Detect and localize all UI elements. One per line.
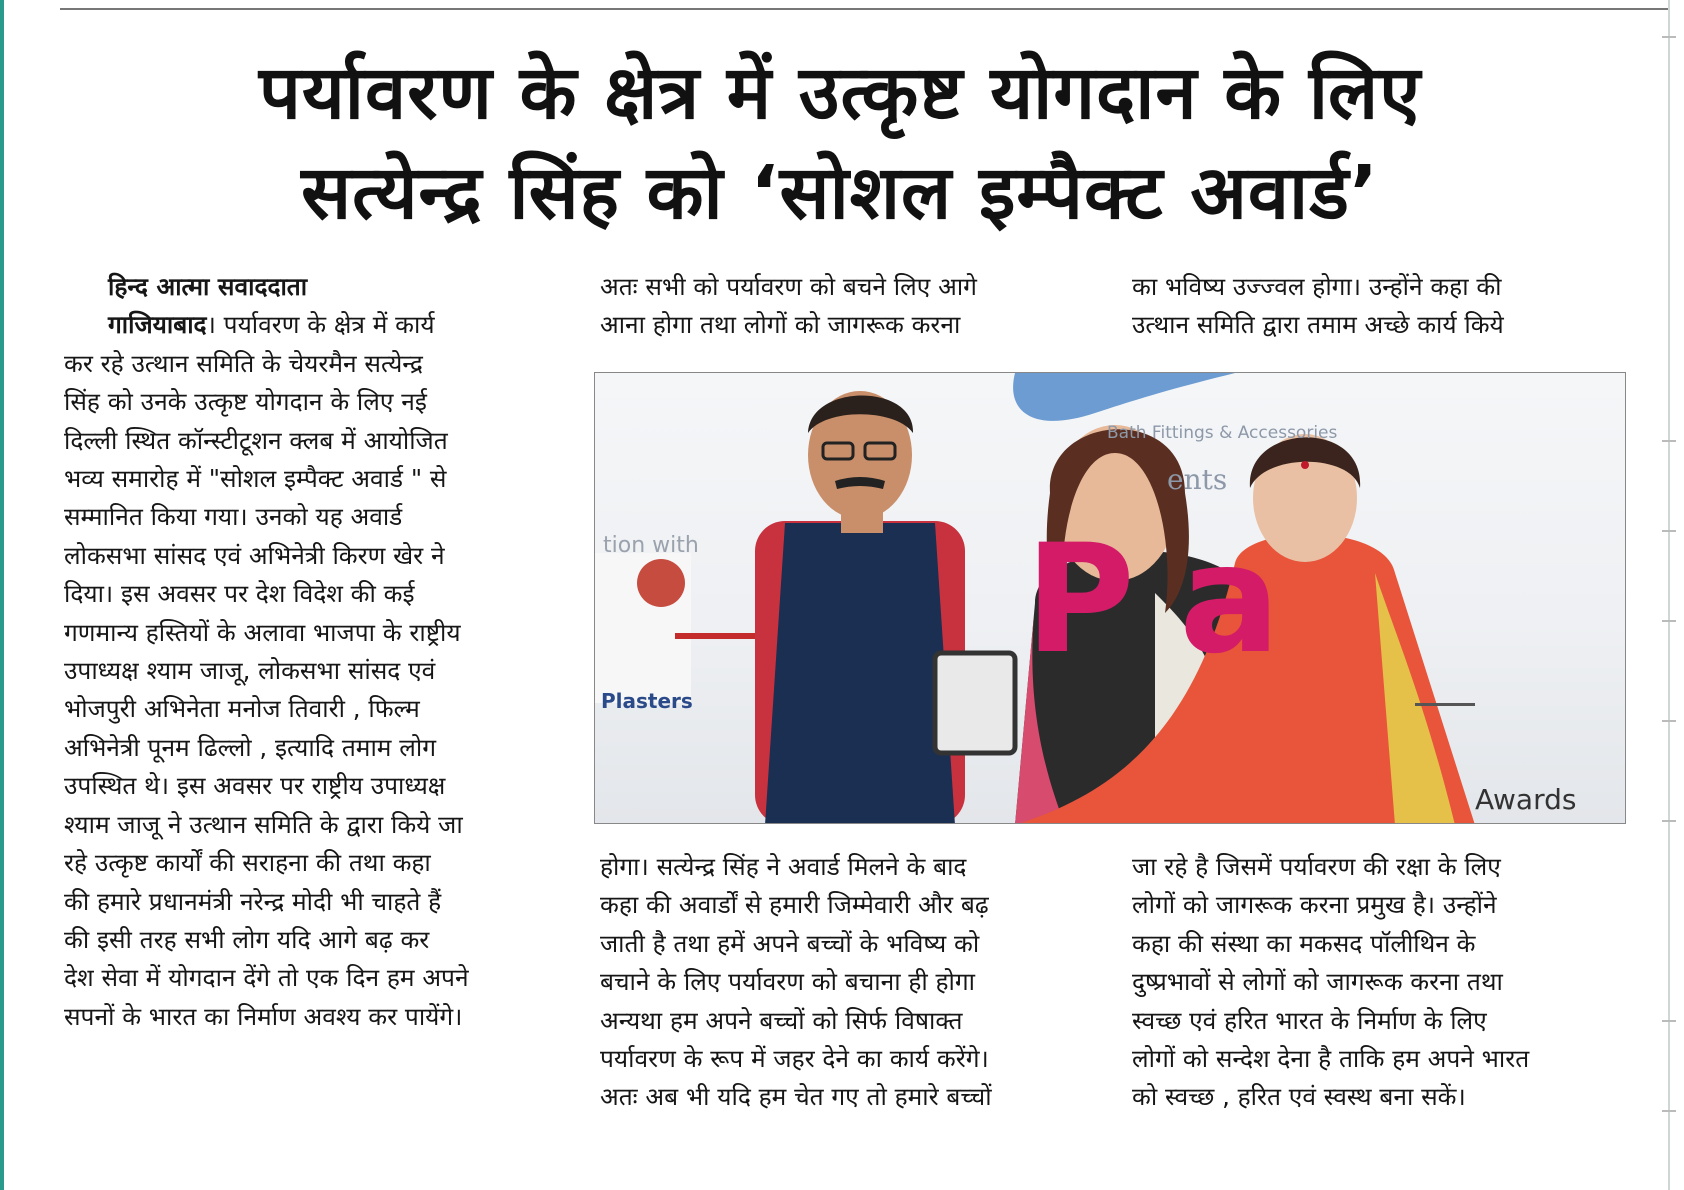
left-accent-rule — [0, 0, 4, 1190]
backdrop-logo-shape — [1013, 373, 1235, 421]
headline-line-2: सत्येन्द्र सिंह को ‘सोशल इम्पैक्ट अवार्ड’ — [301, 150, 1379, 236]
backdrop-ents-text: ents — [1167, 463, 1228, 496]
top-rule — [60, 8, 1670, 10]
headline-line-1: पर्यावरण के क्षेत्र में उत्कृष्ट योगदान के लिए — [258, 50, 1422, 136]
backdrop-plasters-text: Plasters — [601, 689, 693, 713]
col2-line: अतः सभी को पर्यावरण को बचने लिए आगे — [600, 272, 977, 301]
col3-line: को स्वच्छ , हरित एवं स्वस्थ बना सकें। — [1132, 1082, 1466, 1112]
backdrop-big-text: P a — [1025, 513, 1277, 687]
col2-line: होगा। सत्येन्द्र सिंह ने अवार्ड मिलने के बाद — [600, 852, 967, 881]
page-edge-line — [1668, 0, 1670, 1190]
col1-line: कर रहे उत्थान समिति के चेयरमैन सत्येन्द्र — [64, 348, 423, 378]
backdrop-underline — [1415, 703, 1475, 706]
col3-line: लोगों को जागरूक करना प्रमुख है। उन्होंने — [1132, 890, 1497, 920]
dateline: गाजियाबाद — [108, 310, 207, 340]
backdrop-awards-text: Awards — [1475, 783, 1577, 816]
col1-line: दिया। इस अवसर पर देश विदेश की कई — [64, 579, 415, 609]
col1-line: की हमारे प्रधानमंत्री नरेन्द्र मोदी भी चाहते हैं — [64, 886, 442, 916]
col1-line: उपाध्यक्ष श्याम जाजू, लोकसभा सांसद एवं — [64, 656, 436, 686]
col2-line: जाती है तथा हमें अपने बच्चों के भविष्य को — [600, 928, 980, 958]
article-column-2-top — [600, 268, 1100, 345]
col3-line: कहा की संस्था का मकसद पॉलीथिन के — [1132, 928, 1476, 958]
col3-line: उत्थान समिति द्वारा तमाम अच्छे कार्य किये — [1132, 310, 1504, 340]
award-photo — [594, 372, 1626, 824]
backdrop-stripe — [675, 633, 765, 639]
col1-line: लोकसभा सांसद एवं अभिनेत्री किरण खेर ने — [64, 540, 445, 570]
col3-line: स्वच्छ एवं हरित भारत के निर्माण के लिए — [1132, 1005, 1487, 1035]
col1-line: अभिनेत्री पूनम ढिल्लो , इत्यादि तमाम लोग — [64, 732, 436, 762]
col3-line: जा रहे है जिसमें पर्यावरण की रक्षा के लिए — [1132, 852, 1501, 881]
col3-line: का भविष्य उज्ज्वल होगा। उन्होंने कहा की — [1132, 272, 1502, 301]
col1-line: गणमान्य हस्तियों के अलावा भाजपा के राष्ट्रीय — [64, 617, 461, 647]
col1-line: भोजपुरी अभिनेता मनोज तिवारी , फिल्म — [64, 694, 420, 724]
col2-line: अन्यथा हम अपने बच्चों को सिर्फ विषाक्त — [600, 1005, 963, 1035]
article-column-3-bottom — [1132, 848, 1632, 1117]
col1-line: सिंह को उनके उत्कृष्ट योगदान के लिए नई — [64, 387, 427, 417]
man-jacket — [765, 523, 955, 824]
col1-line: सम्मानित किया गया। उनको यह अवार्ड — [64, 502, 403, 532]
col1-line: रहे उत्कृष्ट कार्यों की सराहना की तथा कहा — [64, 848, 431, 878]
col2-line: अतः अब भी यदि हम चेत गए तो हमारे बच्चों — [600, 1082, 992, 1112]
article-column-3-top — [1132, 268, 1632, 345]
col1-line: । पर्यावरण के क्षेत्र में कार्य — [206, 310, 435, 340]
col1-line: सपनों के भारत का निर्माण अवश्य कर पायेंगे। — [64, 1001, 463, 1031]
woman2-bindi — [1301, 461, 1309, 469]
col1-line: भव्य समारोह में "सोशल इम्पैक्ट अवार्ड " से — [64, 464, 447, 494]
col1-line: की इसी तरह सभी लोग यदि आगे बढ़ कर — [64, 924, 430, 954]
article-column-1 — [64, 268, 564, 1036]
col3-line: दुष्प्रभावों से लोगों को जागरूक करना तथा — [1132, 967, 1503, 997]
backdrop-logo — [637, 559, 685, 607]
col1-line: देश सेवा में योगदान देंगे तो एक दिन हम अपने — [64, 963, 469, 993]
backdrop-with-text: tion with — [603, 533, 699, 558]
col1-line: उपस्थित थे। इस अवसर पर राष्ट्रीय उपाध्यक्ष — [64, 771, 446, 801]
dateline-line — [64, 306, 564, 344]
col2-line: आना होगा तथा लोगों को जागरूक करना — [600, 310, 961, 340]
col2-line: बचाने के लिए पर्यावरण को बचाना ही होगा — [600, 967, 975, 997]
article-column-2-bottom — [600, 848, 1100, 1117]
backdrop-brand-text: Bath Fittings & Accessories — [1107, 423, 1338, 443]
byline: हिन्द आत्मा सवाददाता — [108, 272, 308, 301]
col1-line: दिल्ली स्थित कॉन्स्टीटूशन क्लब में आयोजित — [64, 425, 448, 455]
col1-line: श्याम जाजू ने उत्थान समिति के द्वारा किये जा — [64, 809, 463, 839]
col2-line: कहा की अवार्डों से हमारी जिम्मेवारी और बढ़ — [600, 890, 989, 920]
col3-line: लोगों को सन्देश देना है ताकि हम अपने भारत — [1132, 1044, 1530, 1074]
col2-line: पर्यावरण के रूप में जहर देने का कार्य करेंगे। — [600, 1044, 989, 1074]
award-plaque — [935, 653, 1015, 753]
